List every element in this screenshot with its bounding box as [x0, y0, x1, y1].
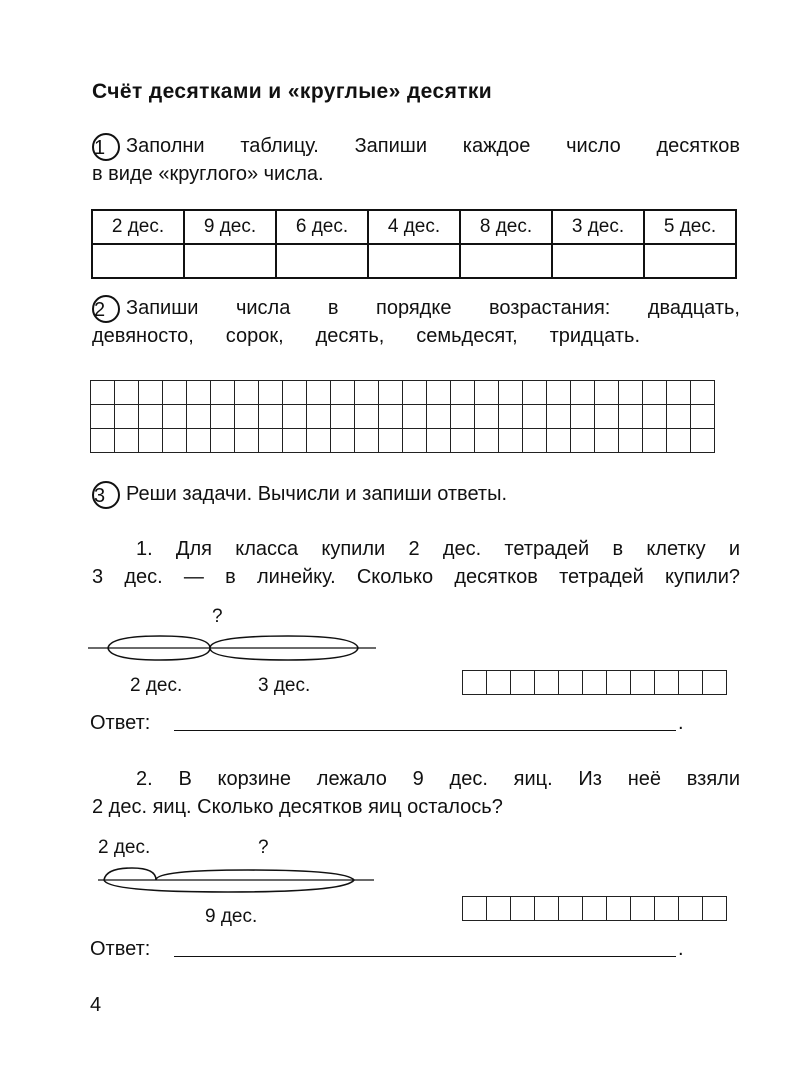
- grid-cell[interactable]: [571, 381, 595, 405]
- tens-cell: 3 дес.: [552, 210, 644, 244]
- task3-text: [92, 480, 740, 509]
- tens-cell: 4 дес.: [368, 210, 460, 244]
- grid-cell[interactable]: [571, 405, 595, 429]
- grid-cell[interactable]: [547, 405, 571, 429]
- grid-cell[interactable]: [607, 671, 631, 695]
- answer-boxes[interactable]: [462, 670, 727, 695]
- problem2-answer-label: Ответ:: [90, 938, 151, 960]
- problem2-line2: 2 дес. яиц. Сколько десятков яиц осталось?: [92, 796, 503, 818]
- grid-cell[interactable]: [139, 405, 163, 429]
- problem1-answer-dot: .: [678, 712, 684, 734]
- grid-cell[interactable]: [475, 405, 499, 429]
- grid-cell[interactable]: [211, 381, 235, 405]
- problem2-diagram: [98, 860, 378, 900]
- task1-text-line2: в виде «круглого» числа.: [92, 163, 324, 185]
- grid-cell[interactable]: [679, 671, 703, 695]
- grid-cell[interactable]: [331, 405, 355, 429]
- grid-cell[interactable]: [91, 405, 115, 429]
- tens-cell: 5 дес.: [644, 210, 736, 244]
- grid-cell[interactable]: [583, 897, 607, 921]
- grid-cell[interactable]: [355, 429, 379, 453]
- grid-cell[interactable]: [163, 405, 187, 429]
- problem1-line1: 1. Для класса купили 2 дес. тетрадей в клетку и: [136, 538, 740, 560]
- grid-cell[interactable]: [487, 897, 511, 921]
- grid-cell[interactable]: [691, 405, 715, 429]
- grid-cell[interactable]: [355, 405, 379, 429]
- grid-cell[interactable]: [187, 405, 211, 429]
- grid-cell[interactable]: [523, 405, 547, 429]
- tens-table-header-row: [92, 210, 736, 244]
- task2-text-line1: [92, 294, 740, 323]
- grid-cell[interactable]: [547, 381, 571, 405]
- grid-cell[interactable]: [583, 671, 607, 695]
- grid-cell[interactable]: [691, 429, 715, 453]
- problem1-label-right: 3 дес.: [258, 675, 311, 696]
- answer-cell[interactable]: [184, 244, 276, 278]
- grid-cell[interactable]: [379, 405, 403, 429]
- page-title: Счёт десятками и «круглые» десятки: [92, 80, 493, 103]
- tens-cell: 6 дес.: [276, 210, 368, 244]
- grid-cell[interactable]: [235, 429, 259, 453]
- grid-cell[interactable]: [379, 381, 403, 405]
- tens-cell: 9 дес.: [184, 210, 276, 244]
- grid-cell[interactable]: [259, 405, 283, 429]
- grid-cell[interactable]: [499, 405, 523, 429]
- grid-cell[interactable]: [91, 429, 115, 453]
- grid-cell[interactable]: [451, 405, 475, 429]
- grid-cell[interactable]: [307, 405, 331, 429]
- grid-cell[interactable]: [259, 381, 283, 405]
- task2-text-line2: девяносто, сорок, десять, семьдесят, тридцать.: [92, 325, 640, 347]
- grid-cell[interactable]: [331, 429, 355, 453]
- grid-cell[interactable]: [403, 381, 427, 405]
- task2-line1: Запиши числа в порядке возрастания: двадцать,: [126, 297, 740, 319]
- tens-table-answer-row: [92, 244, 736, 278]
- problem1-question-mark: ?: [212, 606, 223, 627]
- problem1-label-left: 2 дес.: [130, 675, 183, 696]
- grid-cell[interactable]: [211, 405, 235, 429]
- grid-cell[interactable]: [595, 381, 619, 405]
- grid-cell[interactable]: [235, 381, 259, 405]
- grid-cell[interactable]: [499, 429, 523, 453]
- grid-cell[interactable]: [475, 381, 499, 405]
- problem2-answer-dot: .: [678, 938, 684, 960]
- answer-cell[interactable]: [92, 244, 184, 278]
- grid-cell[interactable]: [571, 429, 595, 453]
- grid-cell[interactable]: [283, 405, 307, 429]
- grid-cell[interactable]: [523, 381, 547, 405]
- grid-cell[interactable]: [631, 897, 655, 921]
- problem2-label-bottom: 9 дес.: [205, 906, 258, 927]
- grid-cell[interactable]: [547, 429, 571, 453]
- grid-cell[interactable]: [235, 405, 259, 429]
- grid-cell[interactable]: [355, 381, 379, 405]
- page-number: 4: [90, 994, 102, 1016]
- problem1-answer-line[interactable]: [174, 716, 676, 731]
- task3-number: 3: [92, 481, 120, 509]
- grid-cell[interactable]: [283, 429, 307, 453]
- tens-table: [91, 209, 737, 279]
- grid-cell[interactable]: [163, 429, 187, 453]
- grid-cell[interactable]: [511, 671, 535, 695]
- grid-cell[interactable]: [619, 405, 643, 429]
- answer-cell[interactable]: [552, 244, 644, 278]
- answer-cell[interactable]: [276, 244, 368, 278]
- grid-row: [91, 429, 715, 453]
- grid-row: [91, 405, 715, 429]
- grid-cell[interactable]: [535, 897, 559, 921]
- grid-cell[interactable]: [703, 671, 727, 695]
- grid-cell[interactable]: [559, 897, 583, 921]
- grid-cell[interactable]: [595, 405, 619, 429]
- problem1-diagram: [88, 628, 378, 668]
- grid-row: [91, 381, 715, 405]
- grid-cell[interactable]: [115, 429, 139, 453]
- tens-cell: 8 дес.: [460, 210, 552, 244]
- grid-cell[interactable]: [643, 405, 667, 429]
- grid-cell[interactable]: [667, 429, 691, 453]
- task1-number: 1: [92, 133, 120, 161]
- grid-cell[interactable]: [451, 381, 475, 405]
- grid-cell[interactable]: [559, 671, 583, 695]
- grid-cell[interactable]: [283, 381, 307, 405]
- grid-cell[interactable]: [427, 381, 451, 405]
- grid-cell[interactable]: [163, 381, 187, 405]
- grid-cell[interactable]: [691, 381, 715, 405]
- grid-cell[interactable]: [115, 381, 139, 405]
- grid-cell[interactable]: [595, 429, 619, 453]
- writing-grid[interactable]: [90, 380, 715, 453]
- grid-cell[interactable]: [643, 429, 667, 453]
- grid-cell[interactable]: [91, 381, 115, 405]
- grid-cell[interactable]: [655, 897, 679, 921]
- answer-cell[interactable]: [644, 244, 736, 278]
- diagram-upper-arc: [156, 870, 354, 880]
- grid-cell[interactable]: [475, 429, 499, 453]
- grid-cell[interactable]: [643, 381, 667, 405]
- grid-cell[interactable]: [679, 897, 703, 921]
- grid-cell[interactable]: [463, 671, 487, 695]
- grid-cell[interactable]: [427, 429, 451, 453]
- problem2-answer-line[interactable]: [174, 942, 676, 957]
- problem2-line1: 2. В корзине лежало 9 дес. яиц. Из неё взяли: [136, 768, 740, 790]
- grid-cell[interactable]: [703, 897, 727, 921]
- grid-cell[interactable]: [427, 405, 451, 429]
- task2-number: 2: [92, 295, 120, 323]
- grid-cell[interactable]: [667, 381, 691, 405]
- grid-cell[interactable]: [115, 405, 139, 429]
- grid-cell[interactable]: [379, 429, 403, 453]
- grid-cell[interactable]: [307, 429, 331, 453]
- grid-cell[interactable]: [307, 381, 331, 405]
- diagram-lower-arc: [104, 880, 354, 892]
- grid-cell[interactable]: [619, 429, 643, 453]
- grid-cell[interactable]: [619, 381, 643, 405]
- grid-row: [463, 897, 727, 921]
- problem2-label-top-left: 2 дес.: [98, 837, 151, 858]
- grid-cell[interactable]: [535, 671, 559, 695]
- answer-boxes[interactable]: [462, 896, 727, 921]
- grid-cell[interactable]: [487, 671, 511, 695]
- task1-line1: Заполни таблицу. Запиши каждое число десятков: [126, 135, 740, 157]
- grid-cell[interactable]: [187, 381, 211, 405]
- problem1-answer-label: Ответ:: [90, 712, 151, 734]
- grid-cell[interactable]: [259, 429, 283, 453]
- answer-cell[interactable]: [368, 244, 460, 278]
- tens-cell: 2 дес.: [92, 210, 184, 244]
- grid-cell[interactable]: [139, 429, 163, 453]
- grid-cell[interactable]: [655, 671, 679, 695]
- grid-cell[interactable]: [523, 429, 547, 453]
- grid-cell[interactable]: [211, 429, 235, 453]
- grid-cell[interactable]: [451, 429, 475, 453]
- grid-cell[interactable]: [187, 429, 211, 453]
- problem2-question-mark: ?: [258, 837, 269, 858]
- grid-cell[interactable]: [331, 381, 355, 405]
- task1-text-line1: [92, 132, 740, 161]
- grid-cell[interactable]: [403, 429, 427, 453]
- diagram-small-arc: [104, 868, 156, 880]
- grid-cell[interactable]: [463, 897, 487, 921]
- answer-cell[interactable]: [460, 244, 552, 278]
- grid-cell[interactable]: [631, 671, 655, 695]
- problem1-line2: 3 дес. — в линейку. Сколько десятков тетрадей купили?: [92, 566, 740, 588]
- grid-cell[interactable]: [499, 381, 523, 405]
- grid-cell[interactable]: [139, 381, 163, 405]
- grid-cell[interactable]: [667, 405, 691, 429]
- grid-cell[interactable]: [511, 897, 535, 921]
- grid-row: [463, 671, 727, 695]
- grid-cell[interactable]: [607, 897, 631, 921]
- grid-cell[interactable]: [403, 405, 427, 429]
- task3-line: Реши задачи. Вычисли и запиши ответы.: [126, 483, 508, 505]
